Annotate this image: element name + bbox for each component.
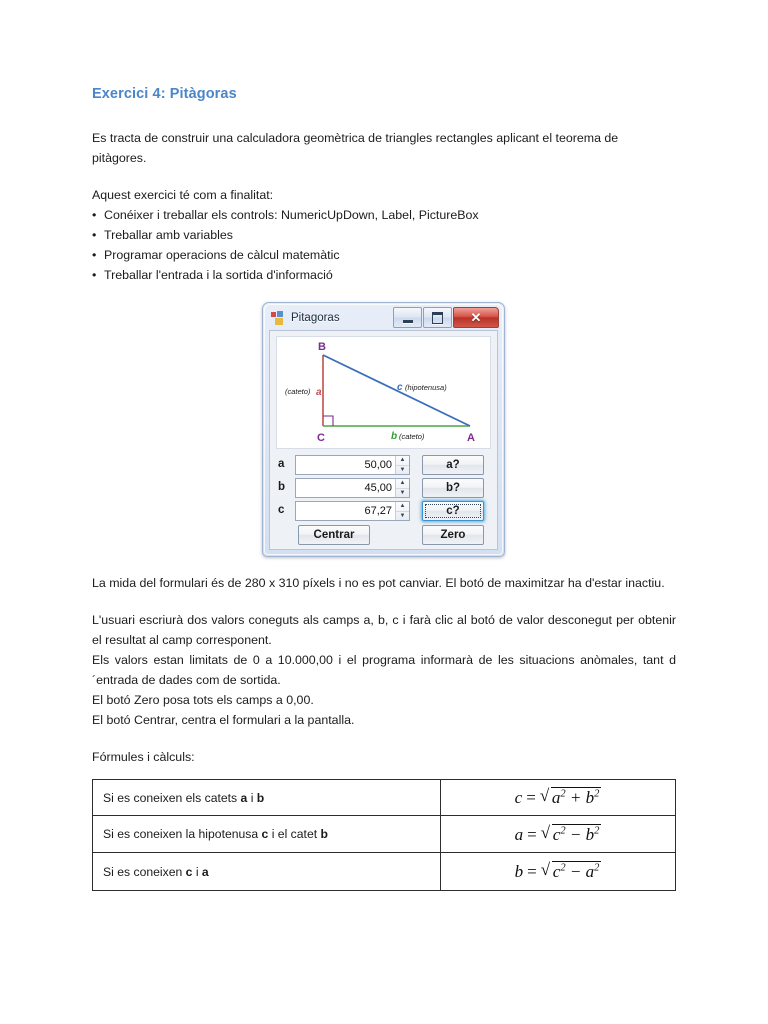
field-label-c: c bbox=[278, 504, 285, 516]
field-row-a bbox=[270, 455, 497, 476]
page-title: Exercici 4: Pitàgoras bbox=[92, 86, 237, 102]
desc-mid: i bbox=[192, 864, 202, 879]
spinner-down-icon[interactable]: ▼ bbox=[399, 489, 406, 496]
sqrt-icon: √ $c^2 - b^2$ bbox=[541, 824, 602, 845]
spinner-down-icon[interactable]: ▼ bbox=[399, 512, 406, 519]
table-row bbox=[93, 853, 676, 891]
form-size-note: La mida del formulari és de 280 x 310 píxels i no es pot canviar. El botó de maximitzar ha d'estar inactiu. bbox=[92, 576, 665, 590]
close-icon: ✕ bbox=[470, 310, 482, 325]
spinner-c[interactable] bbox=[395, 502, 409, 520]
side-a-label: a bbox=[316, 387, 322, 398]
field-label-a: a bbox=[278, 458, 285, 470]
zero-note: El botó Zero posa tots els camps a 0,00. bbox=[92, 693, 314, 707]
table-row bbox=[93, 780, 676, 816]
equals-sign: = bbox=[527, 862, 537, 881]
field-value-c[interactable]: 67,27 bbox=[364, 505, 392, 517]
side-c-label: c bbox=[397, 382, 403, 393]
formula-result-var: a bbox=[514, 824, 524, 844]
formula-operator: + bbox=[569, 788, 582, 807]
centrar-button[interactable]: Centrar bbox=[298, 525, 370, 545]
field-row-c bbox=[270, 501, 497, 522]
maximize-icon bbox=[432, 312, 443, 324]
minimize-icon bbox=[403, 320, 413, 323]
formula-description bbox=[93, 780, 441, 816]
list-item: • Treballar l'entrada i la sortida d'informació bbox=[92, 265, 676, 285]
goals-lead: Aquest exercici té com a finalitat: bbox=[92, 188, 274, 202]
formula-description bbox=[93, 816, 441, 853]
spinner-a[interactable] bbox=[395, 456, 409, 474]
numericupdown-a[interactable] bbox=[295, 455, 410, 475]
desc-var-2: b bbox=[256, 790, 265, 805]
numericupdown-b[interactable] bbox=[295, 478, 410, 498]
formula-term-2: b bbox=[585, 824, 595, 844]
formulas-lead: Fórmules i càlculs: bbox=[92, 750, 195, 764]
desc-text: Si es coneixen la hipotenusa bbox=[103, 827, 262, 841]
desc-var-1: a bbox=[240, 790, 248, 805]
side-a-note: (cateto) bbox=[285, 387, 311, 396]
formula-term-1: c bbox=[552, 862, 561, 881]
limits-paragraph: Els valors estan limitats de 0 a 10.000,00 i el programa informarà de les situacions anòmales, tant d´entrada de dades com de sortida. bbox=[92, 653, 676, 687]
side-b-note: (cateto) bbox=[399, 432, 425, 441]
vertex-label-a: A bbox=[467, 432, 475, 444]
zero-button[interactable]: Zero bbox=[422, 525, 484, 545]
field-label-b: b bbox=[278, 481, 286, 493]
desc-mid: i el catet bbox=[268, 827, 321, 841]
close-button[interactable] bbox=[453, 307, 499, 328]
formula-result-var: b bbox=[514, 862, 524, 881]
equals-sign: = bbox=[526, 788, 536, 807]
numericupdown-c[interactable] bbox=[295, 501, 410, 521]
field-value-b[interactable]: 45,00 bbox=[364, 482, 392, 494]
goals-list bbox=[92, 205, 676, 285]
field-value-a[interactable]: 50,00 bbox=[364, 459, 392, 471]
usage-paragraph: L'usuari escriurà dos valors coneguts als camps a, b, c i farà clic al botó de valor desconegut per obtenir el resultat al camp corresponent. bbox=[92, 613, 676, 647]
triangle-picturebox bbox=[276, 336, 491, 449]
desc-var-2: a bbox=[201, 864, 209, 879]
equals-sign: = bbox=[527, 824, 537, 844]
formula-term-2: a bbox=[585, 862, 595, 881]
spinner-up-icon[interactable]: ▲ bbox=[396, 456, 409, 466]
list-item: • Treballar amb variables bbox=[92, 225, 676, 245]
application-icon bbox=[271, 311, 285, 325]
window-titlebar[interactable] bbox=[266, 306, 501, 330]
app-screenshot-image bbox=[262, 302, 505, 557]
spinner-down-icon[interactable]: ▼ bbox=[399, 466, 406, 473]
formula-operator: − bbox=[569, 824, 582, 844]
sqrt-icon: √ $a^2 + b^2$ bbox=[540, 787, 602, 808]
formula-table bbox=[92, 779, 676, 891]
sqrt-icon: √ $c^2 - a^2$ bbox=[541, 861, 602, 882]
spinner-b[interactable] bbox=[395, 479, 409, 497]
solve-b-button[interactable]: b? bbox=[422, 478, 484, 498]
formula-term-2: b bbox=[585, 788, 595, 807]
list-item: • Programar operacions de càlcul matemàtic bbox=[92, 245, 676, 265]
formula-expression bbox=[441, 853, 676, 891]
formula-expression bbox=[441, 780, 676, 816]
vertex-label-b: B bbox=[318, 341, 326, 353]
list-item: • Conéixer i treballar els controls: NumericUpDown, Label, PictureBox bbox=[92, 205, 676, 225]
desc-text: Si es coneixen els catets bbox=[103, 790, 241, 805]
formula-operator: − bbox=[569, 862, 582, 881]
side-b-label: b bbox=[391, 431, 398, 442]
formula-term-1: a bbox=[551, 788, 561, 807]
maximize-button[interactable] bbox=[423, 307, 452, 328]
desc-text: Si es coneixen bbox=[103, 864, 186, 879]
desc-var-1: c bbox=[185, 864, 193, 879]
intro-paragraph: Es tracta de construir una calculadora geomètrica de triangles rectangles aplicant el teorema de pitàgores. bbox=[92, 131, 619, 165]
side-c-note: (hipotenusa) bbox=[405, 383, 447, 392]
formula-result-var: c bbox=[514, 788, 523, 807]
spinner-up-icon[interactable]: ▲ bbox=[396, 502, 409, 512]
formula-term-1: c bbox=[552, 824, 561, 844]
table-row bbox=[93, 816, 676, 853]
window-title: Pitagoras bbox=[291, 312, 340, 324]
minimize-button[interactable] bbox=[393, 307, 422, 328]
solve-c-button[interactable]: c? bbox=[422, 501, 484, 521]
vertex-label-c: C bbox=[317, 432, 325, 444]
formula-description bbox=[93, 853, 441, 891]
desc-mid: i bbox=[247, 790, 257, 805]
pitagoras-window bbox=[262, 302, 505, 557]
desc-var-2: b bbox=[320, 827, 328, 841]
centrar-note: El botó Centrar, centra el formulari a la pantalla. bbox=[92, 713, 355, 727]
desc-var-1: c bbox=[261, 827, 269, 841]
window-controls bbox=[392, 307, 499, 328]
solve-a-button[interactable]: a? bbox=[422, 455, 484, 475]
form-client-area bbox=[269, 330, 498, 550]
right-triangle-diagram bbox=[277, 337, 490, 448]
spinner-up-icon[interactable]: ▲ bbox=[396, 479, 409, 489]
field-row-b bbox=[270, 478, 497, 499]
formula-expression bbox=[441, 816, 676, 853]
